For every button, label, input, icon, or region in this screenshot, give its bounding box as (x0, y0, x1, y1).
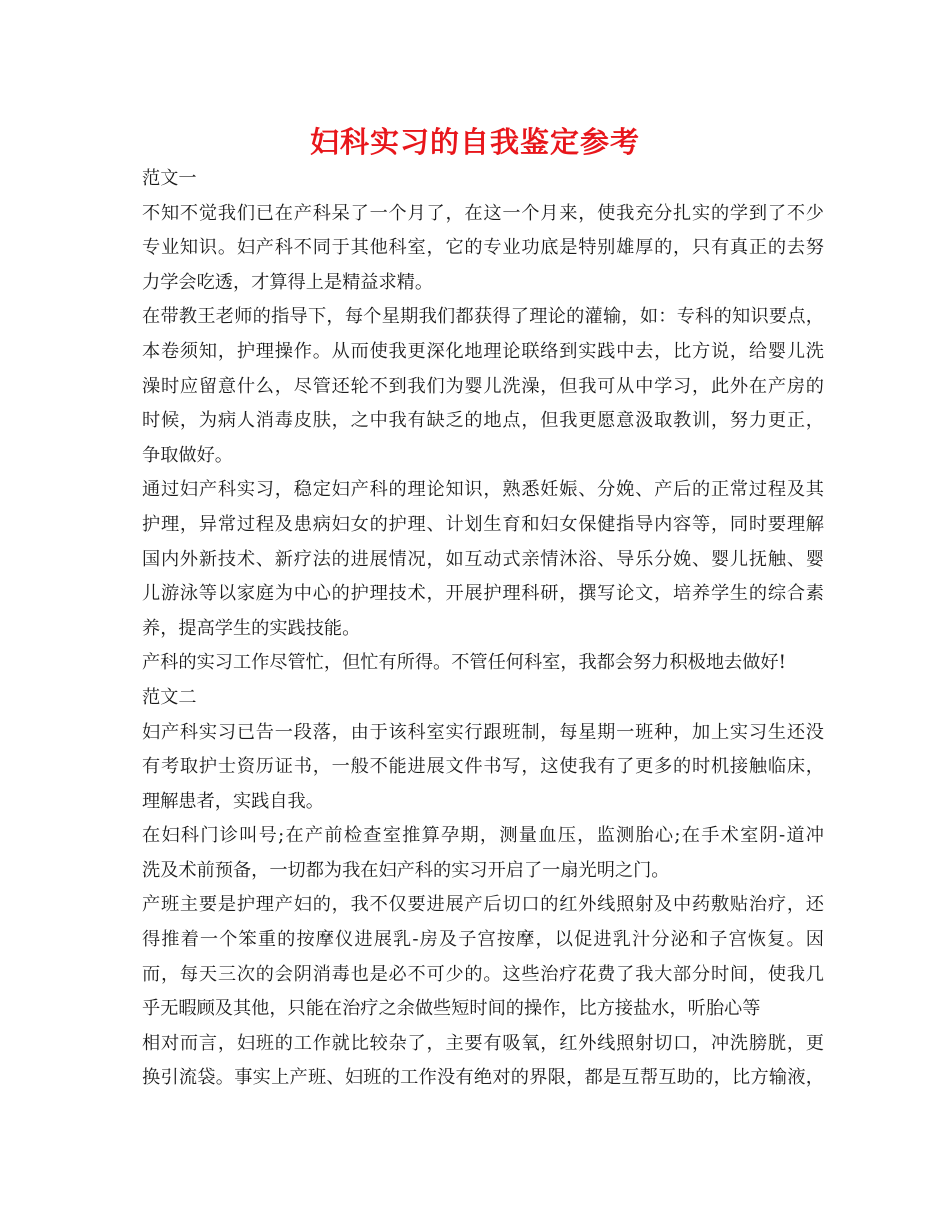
text-line: 而，每天三次的会阴消毒也是必不可少的。这些治疗花费了我大部分时间，使我几 (142, 963, 824, 985)
text-line: 儿游泳等以家庭为中心的护理技术，开展护理科研，撰写论文，培养学生的综合素 (142, 583, 824, 605)
page-title: 妇科实习的自我鉴定参考 (309, 125, 640, 159)
text-line: 换引流袋。事实上产班、妇班的工作没有绝对的界限，都是互帮互助的，比方输液， (142, 1067, 824, 1089)
text-line: 护理，异常过程及患病妇女的护理、计划生育和妇女保健指导内容等，同时要理解 (142, 513, 824, 535)
text-line: 澡时应留意什么，尽管还轮不到我们为婴儿洗澡，但我可从中学习，此外在产房的 (142, 375, 824, 397)
text-line: 范文二 (142, 686, 197, 708)
text-line: 争取做好。 (142, 444, 233, 466)
text-line: 相对而言，妇班的工作就比较杂了，主要有吸氧，红外线照射切口，冲洗膀胱，更 (142, 1032, 824, 1054)
text-line: 理解患者，实践自我。 (142, 790, 324, 812)
text-line: 范文一 (142, 168, 197, 189)
text-line: 时候，为病人消毒皮肤，之中我有缺乏的地点，但我更愿意汲取教训，努力更正， (142, 410, 824, 432)
text-line: 乎无暇顾及其他，只能在治疗之余做些短时间的操作，比方接盐水，听胎心等 (142, 998, 761, 1020)
text-line: 本卷须知，护理操作。从而使我更深化地理论联络到实践中去，比方说，给婴儿洗 (142, 340, 824, 362)
text-line: 力学会吃透，才算得上是精益求精。 (142, 271, 434, 293)
text-line: 有考取护士资历证书，一般不能进展文件书写，这使我有了更多的时机接触临床， (142, 756, 824, 778)
text-line: 国内外新技术、新疗法的进展情况，如互动式亲情沐浴、导乐分娩、婴儿抚触、婴 (142, 548, 824, 570)
text-line: 产科的实习工作尽管忙，但忙有所得。不管任何科室，我都会努力积极地去做好! (142, 652, 786, 674)
text-line: 不知不觉我们已在产科呆了一个月了，在这一个月来，使我充分扎实的学到了不少 (142, 202, 824, 224)
text-line: 在妇科门诊叫号;在产前检查室推算孕期，测量血压，监测胎心;在手术室阴-道冲 (142, 825, 824, 847)
text-line: 通过妇产科实习，稳定妇产科的理论知识，熟悉妊娠、分娩、产后的正常过程及其 (142, 479, 824, 501)
text-line: 产班主要是护理产妇的，我不仅要进展产后切口的红外线照射及中药敷贴治疗，还 (142, 894, 824, 916)
document-body (142, 162, 824, 1096)
text-line: 得推着一个笨重的按摩仪进展乳-房及子宫按摩，以促进乳汁分泌和子宫恢复。因 (142, 929, 824, 951)
text-line: 洗及术前预备，一切都为我在妇产科的实习开启了一扇光明之门。 (142, 859, 670, 881)
text-line: 在带教王老师的指导下，每个星期我们都获得了理论的灌输，如：专科的知识要点， (142, 306, 824, 328)
text-line: 养，提高学生的实践技能。 (142, 617, 361, 639)
text-line: 专业知识。妇产科不同于其他科室，它的专业功底是特别雄厚的，只有真正的去努 (142, 237, 824, 259)
text-line: 妇产科实习已告一段落，由于该科室实行跟班制，每星期一班种，加上实习生还没 (142, 721, 824, 743)
